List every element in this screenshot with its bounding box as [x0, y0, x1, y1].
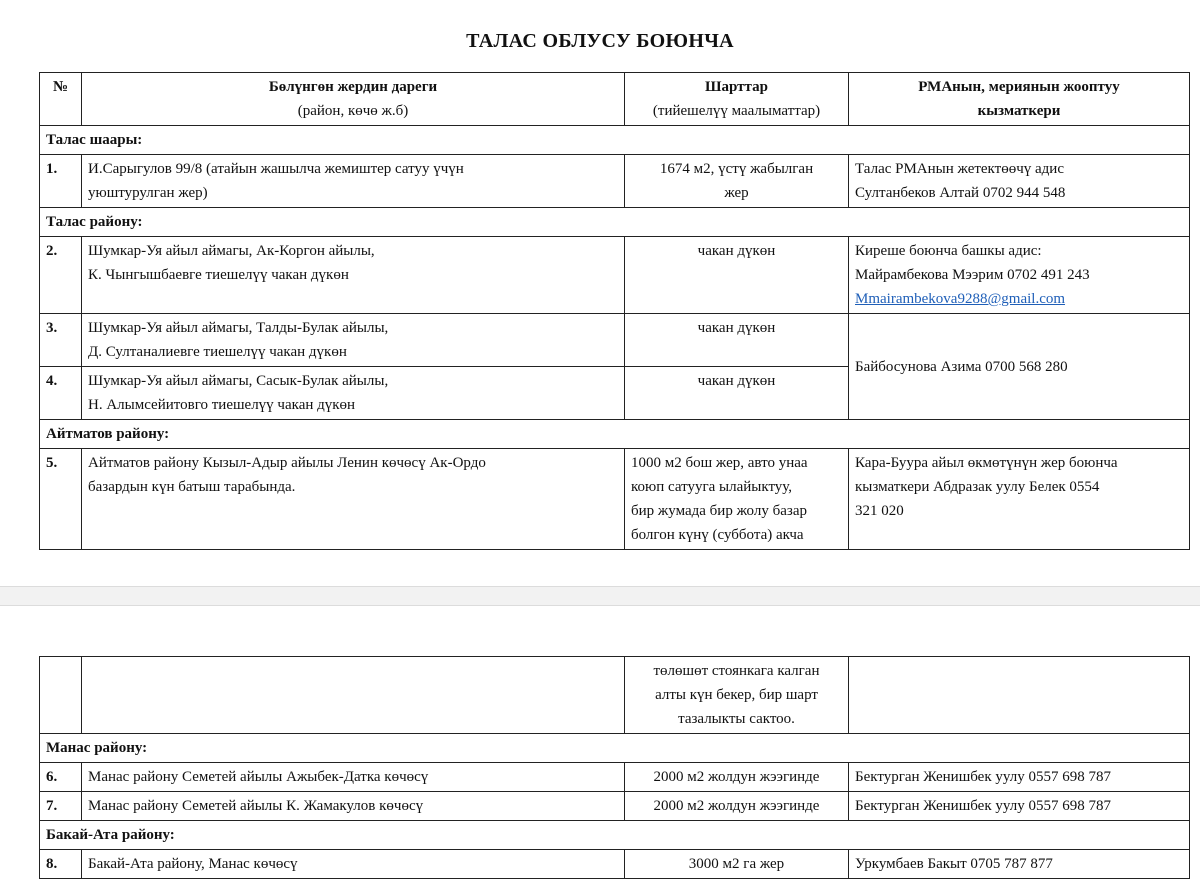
table-row [40, 850, 1190, 879]
row-terms [625, 314, 849, 367]
table-row [40, 763, 1190, 792]
row-num: 7. [40, 792, 82, 821]
terms-line: чакан дүкөн [697, 373, 776, 389]
terms-line: коюп сатууга ылайыктуу, [631, 479, 793, 495]
row-staff [849, 449, 1190, 550]
terms-line: төлөшөт стоянкага калган [653, 663, 820, 679]
address-line: Шумкар-Уя айыл аймагы, Сасык-Булак айылы, [88, 373, 389, 389]
address-line: Айтматов району Кызыл-Адыр айылы Ленин көчөсү Ак-Ордо [88, 455, 486, 471]
row-staff: Бектурган Женишбек уулу 0557 698 787 [849, 763, 1190, 792]
header-terms-title: Шарттар [705, 79, 768, 95]
row-address [82, 657, 625, 734]
section-label: Бакай-Ата району: [40, 821, 1190, 850]
staff-line: Кара-Буура айыл өкмөтүнүн жер боюнча [855, 455, 1118, 471]
row-address [82, 449, 625, 550]
row-staff [849, 314, 1190, 420]
table-row [40, 449, 1190, 550]
row-staff [849, 155, 1190, 208]
header-address-title: Бөлүнгөн жердин дареги [268, 79, 438, 95]
staff-line: Майрамбекова Мээрим 0702 491 243 [855, 267, 1090, 283]
address-line: К. Чынгышбаевге тиешелүү чакан дүкөн [88, 267, 349, 283]
header-address-sub: (район, көчө ж.б) [297, 103, 409, 119]
section-label: Талас району: [40, 208, 1190, 237]
terms-line: чакан дүкөн [697, 243, 776, 259]
terms-line: чакан дүкөн [697, 320, 776, 336]
page-break [0, 586, 1200, 606]
section-row-talas-district [40, 208, 1190, 237]
row-staff: Уркумбаев Бакыт 0705 787 877 [849, 850, 1190, 879]
row-address [82, 237, 625, 314]
table-row [40, 314, 1190, 367]
section-row-bakai-ata-district [40, 821, 1190, 850]
row-terms [625, 155, 849, 208]
row-terms: 3000 м2 га жер [625, 850, 849, 879]
allocation-table [39, 72, 1190, 550]
row-num: 3. [40, 314, 82, 367]
header-address [82, 73, 625, 126]
header-staff [849, 73, 1190, 126]
section-row-manas-district [40, 734, 1190, 763]
header-staff-sub: кызматкери [977, 103, 1061, 119]
address-line: уюштурулган жер) [88, 185, 208, 201]
row-num: 6. [40, 763, 82, 792]
row-address [82, 367, 625, 420]
row-num: 2. [40, 237, 82, 314]
terms-line: бир жумада бир жолу базар [631, 503, 807, 519]
staff-line: кызматкери Абдразак уулу Белек 0554 [855, 479, 1100, 495]
terms-line: 1000 м2 бош жер, авто унаа [631, 455, 808, 471]
terms-line: 1674 м2, үстү жабылган [659, 161, 814, 177]
row-staff [849, 657, 1190, 734]
row-address [82, 314, 625, 367]
row-terms: 2000 м2 жолдун жээгинде [625, 792, 849, 821]
page-title: ТАЛАС ОБЛУСУ БОЮНЧА [466, 30, 734, 52]
header-staff-title: РМАнын, мериянын жооптуу [918, 79, 1120, 95]
section-label: Манас району: [40, 734, 1190, 763]
allocation-table-continued [39, 656, 1190, 879]
row-staff: Бектурган Женишбек уулу 0557 698 787 [849, 792, 1190, 821]
section-label: Айтматов району: [40, 420, 1190, 449]
row-terms: 2000 м2 жолдун жээгинде [625, 763, 849, 792]
header-terms-sub: (тийешелүү маалыматтар) [652, 103, 821, 119]
table-header-row [40, 73, 1190, 126]
row-num: 1. [40, 155, 82, 208]
table-row [40, 792, 1190, 821]
row-num: 8. [40, 850, 82, 879]
address-line: Шумкар-Уя айыл аймагы, Ак-Коргон айылы, [88, 243, 375, 259]
row-num [40, 657, 82, 734]
table-row [40, 657, 1190, 734]
terms-line: жер [724, 185, 749, 201]
address-line: Д. Султаналиевге тиешелүү чакан дүкөн [88, 344, 347, 360]
row-terms [625, 657, 849, 734]
staff-email-link[interactable]: Mmairambekova9288@gmail.com [855, 291, 1066, 307]
header-num: № [40, 73, 82, 126]
address-line: базардын күн батыш тарабында. [88, 479, 296, 495]
terms-line: болгон күнү (суббота) акча [631, 527, 804, 543]
staff-line: Киреше боюнча башкы адис: [855, 243, 1042, 259]
section-row-talas-city [40, 126, 1190, 155]
table-row [40, 237, 1190, 314]
row-terms [625, 237, 849, 314]
staff-line: 321 020 [855, 503, 904, 519]
row-num: 4. [40, 367, 82, 420]
terms-line: алты күн бекер, бир шарт [655, 687, 818, 703]
address-line: Шумкар-Уя айыл аймагы, Талды-Булак айылы, [88, 320, 389, 336]
staff-line: Талас РМАнын жетектөөчү адис [855, 161, 1064, 177]
row-address: Манас району Семетей айылы К. Жамакулов көчөсү [82, 792, 625, 821]
section-row-aitmatov-district [40, 420, 1190, 449]
header-terms [625, 73, 849, 126]
address-line: Н. Алымсейитовго тиешелүү чакан дүкөн [88, 397, 356, 413]
row-address [82, 155, 625, 208]
address-line: И.Сарыгулов 99/8 (атайын жашылча жемиштер сатуу үчүн [88, 161, 464, 177]
terms-line: тазалыкты сактоо. [678, 711, 795, 727]
row-address: Бакай-Ата району, Манас көчөсү [82, 850, 625, 879]
row-address: Манас району Семетей айылы Ажыбек-Датка көчөсү [82, 763, 625, 792]
section-label: Талас шаары: [40, 126, 1190, 155]
staff-line: Султанбеков Алтай 0702 944 548 [855, 185, 1066, 201]
row-terms [625, 449, 849, 550]
row-terms [625, 367, 849, 420]
row-staff [849, 237, 1190, 314]
row-num: 5. [40, 449, 82, 550]
staff-line: Байбосунова Азима 0700 568 280 [855, 358, 1068, 375]
table-row [40, 155, 1190, 208]
